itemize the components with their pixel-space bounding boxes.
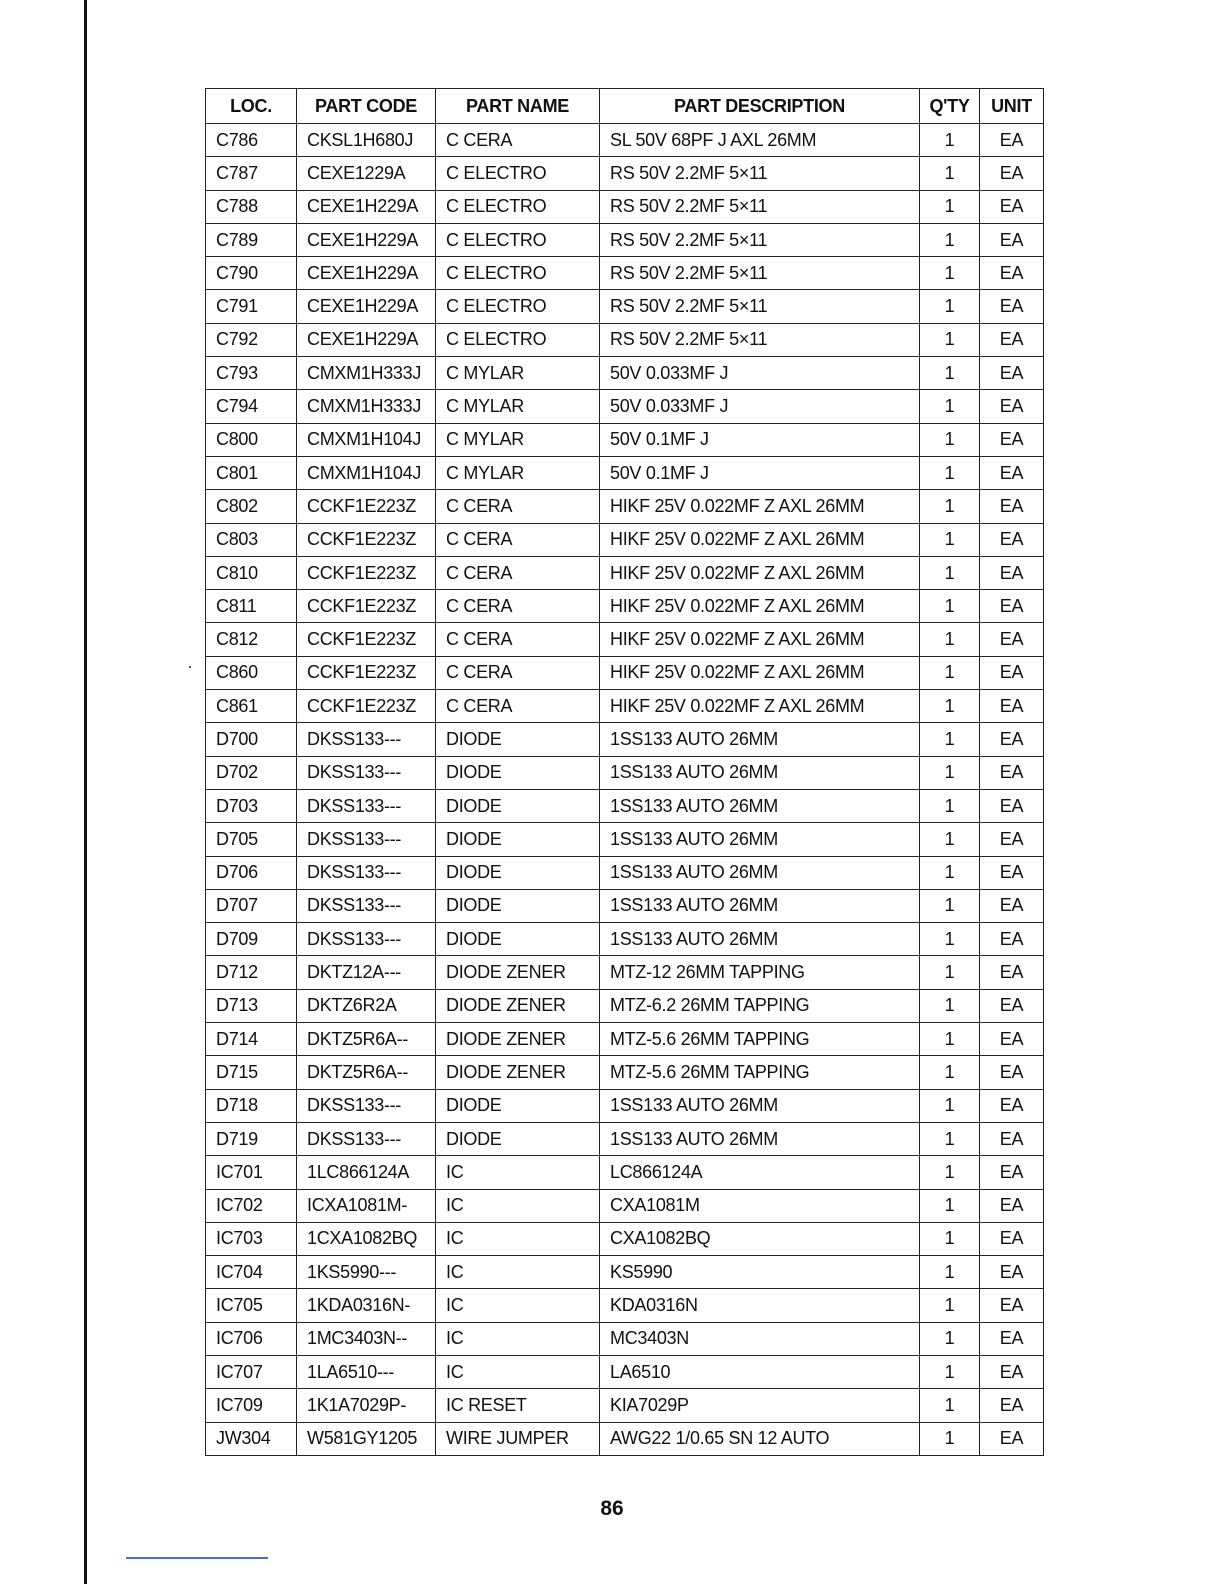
cell-qty: 1 (920, 1422, 980, 1455)
cell-part-name: C CERA (436, 690, 600, 723)
cell-unit: EA (980, 923, 1044, 956)
cell-part-name: C CERA (436, 590, 600, 623)
cell-part-name: C MYLAR (436, 423, 600, 456)
cell-part-description: RS 50V 2.2MF 5×11 (600, 323, 920, 356)
cell-part-code: DKSS133--- (297, 889, 436, 922)
cell-part-description: RS 50V 2.2MF 5×11 (600, 223, 920, 256)
table-row (206, 223, 1044, 256)
table-row (206, 590, 1044, 623)
cell-part-code: DKSS133--- (297, 856, 436, 889)
table-row (206, 856, 1044, 889)
cell-part-description: KS5990 (600, 1256, 920, 1289)
table-row (206, 623, 1044, 656)
cell-qty: 1 (920, 357, 980, 390)
cell-part-description: HIKF 25V 0.022MF Z AXL 26MM (600, 690, 920, 723)
scan-speck (189, 666, 191, 668)
cell-part-code: DKSS133--- (297, 823, 436, 856)
cell-qty: 1 (920, 989, 980, 1022)
cell-qty: 1 (920, 1222, 980, 1255)
cell-unit: EA (980, 756, 1044, 789)
cell-loc: D707 (206, 889, 297, 922)
cell-loc: D714 (206, 1023, 297, 1056)
cell-part-name: C ELECTRO (436, 290, 600, 323)
cell-part-description: 1SS133 AUTO 26MM (600, 823, 920, 856)
cell-part-name: C ELECTRO (436, 323, 600, 356)
cell-loc: IC709 (206, 1389, 297, 1422)
cell-loc: C860 (206, 656, 297, 689)
cell-part-name: DIODE (436, 889, 600, 922)
cell-part-name: C CERA (436, 523, 600, 556)
cell-part-code: CCKF1E223Z (297, 690, 436, 723)
cell-qty: 1 (920, 423, 980, 456)
cell-qty: 1 (920, 656, 980, 689)
cell-part-description: HIKF 25V 0.022MF Z AXL 26MM (600, 556, 920, 589)
cell-loc: D705 (206, 823, 297, 856)
header-part-description: PART DESCRIPTION (600, 89, 920, 124)
cell-qty: 1 (920, 1322, 980, 1355)
cell-loc: D719 (206, 1122, 297, 1155)
cell-unit: EA (980, 690, 1044, 723)
cell-part-code: DKSS133--- (297, 1122, 436, 1155)
cell-part-code: 1MC3403N-- (297, 1322, 436, 1355)
cell-unit: EA (980, 1256, 1044, 1289)
cell-unit: EA (980, 1222, 1044, 1255)
cell-qty: 1 (920, 1089, 980, 1122)
cell-part-description: CXA1082BQ (600, 1222, 920, 1255)
table-row (206, 723, 1044, 756)
cell-part-code: DKTZ6R2A (297, 989, 436, 1022)
cell-loc: C810 (206, 556, 297, 589)
cell-loc: IC703 (206, 1222, 297, 1255)
table-row (206, 690, 1044, 723)
table-row (206, 124, 1044, 157)
cell-unit: EA (980, 223, 1044, 256)
cell-part-code: CCKF1E223Z (297, 556, 436, 589)
cell-part-code: ICXA1081M- (297, 1189, 436, 1222)
cell-loc: D700 (206, 723, 297, 756)
cell-part-description: 1SS133 AUTO 26MM (600, 789, 920, 822)
cell-unit: EA (980, 1389, 1044, 1422)
table-row (206, 290, 1044, 323)
cell-qty: 1 (920, 789, 980, 822)
cell-unit: EA (980, 390, 1044, 423)
cell-part-description: KIA7029P (600, 1389, 920, 1422)
cell-part-name: DIODE (436, 756, 600, 789)
table-row (206, 1355, 1044, 1388)
cell-part-description: 1SS133 AUTO 26MM (600, 1089, 920, 1122)
cell-part-code: CMXM1H333J (297, 357, 436, 390)
cell-loc: D712 (206, 956, 297, 989)
cell-qty: 1 (920, 756, 980, 789)
cell-part-description: AWG22 1/0.65 SN 12 AUTO (600, 1422, 920, 1455)
table-row (206, 357, 1044, 390)
cell-loc: IC706 (206, 1322, 297, 1355)
cell-qty: 1 (920, 1023, 980, 1056)
cell-loc: IC704 (206, 1256, 297, 1289)
cell-qty: 1 (920, 490, 980, 523)
cell-part-name: C MYLAR (436, 456, 600, 489)
cell-unit: EA (980, 490, 1044, 523)
page-number: 86 (600, 1497, 624, 1520)
cell-loc: JW304 (206, 1422, 297, 1455)
table-row (206, 490, 1044, 523)
cell-part-code: DKTZ5R6A-- (297, 1056, 436, 1089)
cell-loc: C790 (206, 257, 297, 290)
cell-part-code: CMXM1H104J (297, 423, 436, 456)
cell-part-name: DIODE ZENER (436, 989, 600, 1022)
cell-qty: 1 (920, 1256, 980, 1289)
cell-part-code: CEXE1H229A (297, 290, 436, 323)
cell-part-name: C CERA (436, 656, 600, 689)
cell-part-description: LA6510 (600, 1355, 920, 1388)
cell-unit: EA (980, 456, 1044, 489)
table-row (206, 390, 1044, 423)
cell-part-code: CEXE1H229A (297, 257, 436, 290)
cell-unit: EA (980, 1056, 1044, 1089)
cell-unit: EA (980, 323, 1044, 356)
cell-qty: 1 (920, 1056, 980, 1089)
cell-loc: D702 (206, 756, 297, 789)
cell-part-code: 1KS5990--- (297, 1256, 436, 1289)
cell-qty: 1 (920, 257, 980, 290)
cell-part-description: 1SS133 AUTO 26MM (600, 923, 920, 956)
table-row (206, 257, 1044, 290)
cell-unit: EA (980, 989, 1044, 1022)
table-row (206, 1189, 1044, 1222)
cell-unit: EA (980, 357, 1044, 390)
cell-part-code: CCKF1E223Z (297, 490, 436, 523)
cell-loc: C793 (206, 357, 297, 390)
cell-unit: EA (980, 257, 1044, 290)
cell-part-code: DKTZ5R6A-- (297, 1023, 436, 1056)
cell-qty: 1 (920, 956, 980, 989)
cell-unit: EA (980, 823, 1044, 856)
cell-loc: C801 (206, 456, 297, 489)
cell-unit: EA (980, 1156, 1044, 1189)
cell-qty: 1 (920, 1355, 980, 1388)
cell-unit: EA (980, 1023, 1044, 1056)
cell-loc: IC707 (206, 1355, 297, 1388)
table-row (206, 1089, 1044, 1122)
table-row (206, 1056, 1044, 1089)
cell-part-name: C CERA (436, 124, 600, 157)
cell-qty: 1 (920, 190, 980, 223)
cell-part-name: IC (436, 1156, 600, 1189)
table-row (206, 1289, 1044, 1322)
cell-part-code: CCKF1E223Z (297, 523, 436, 556)
cell-part-name: C MYLAR (436, 390, 600, 423)
table-row (206, 1322, 1044, 1355)
cell-part-name: C CERA (436, 490, 600, 523)
table-row (206, 656, 1044, 689)
cell-qty: 1 (920, 323, 980, 356)
cell-part-name: C ELECTRO (436, 190, 600, 223)
cell-loc: IC705 (206, 1289, 297, 1322)
cell-qty: 1 (920, 1389, 980, 1422)
cell-unit: EA (980, 1289, 1044, 1322)
cell-unit: EA (980, 1322, 1044, 1355)
table-row (206, 556, 1044, 589)
cell-part-name: DIODE (436, 1089, 600, 1122)
table-row (206, 523, 1044, 556)
cell-part-description: 1SS133 AUTO 26MM (600, 723, 920, 756)
cell-qty: 1 (920, 124, 980, 157)
cell-qty: 1 (920, 923, 980, 956)
table-row (206, 756, 1044, 789)
cell-part-code: CEXE1H229A (297, 190, 436, 223)
cell-unit: EA (980, 590, 1044, 623)
cell-part-description: SL 50V 68PF J AXL 26MM (600, 124, 920, 157)
cell-loc: C792 (206, 323, 297, 356)
header-part-code: PART CODE (297, 89, 436, 124)
table-row (206, 1256, 1044, 1289)
cell-unit: EA (980, 789, 1044, 822)
cell-qty: 1 (920, 456, 980, 489)
cell-part-description: RS 50V 2.2MF 5×11 (600, 257, 920, 290)
cell-part-code: DKSS133--- (297, 923, 436, 956)
cell-unit: EA (980, 124, 1044, 157)
cell-part-description: 1SS133 AUTO 26MM (600, 889, 920, 922)
cell-part-description: MTZ-6.2 26MM TAPPING (600, 989, 920, 1022)
cell-part-description: 1SS133 AUTO 26MM (600, 1122, 920, 1155)
cell-loc: C803 (206, 523, 297, 556)
cell-qty: 1 (920, 1189, 980, 1222)
cell-loc: C787 (206, 157, 297, 190)
cell-unit: EA (980, 290, 1044, 323)
table-body (206, 124, 1044, 1456)
cell-part-description: HIKF 25V 0.022MF Z AXL 26MM (600, 623, 920, 656)
cell-qty: 1 (920, 856, 980, 889)
cell-part-description: RS 50V 2.2MF 5×11 (600, 190, 920, 223)
table-row (206, 157, 1044, 190)
cell-loc: C811 (206, 590, 297, 623)
cell-qty: 1 (920, 590, 980, 623)
cell-part-code: CEXE1H229A (297, 223, 436, 256)
cell-qty: 1 (920, 523, 980, 556)
cell-loc: C794 (206, 390, 297, 423)
cell-part-description: MC3403N (600, 1322, 920, 1355)
cell-part-description: CXA1081M (600, 1189, 920, 1222)
cell-loc: C789 (206, 223, 297, 256)
cell-unit: EA (980, 190, 1044, 223)
table-row (206, 423, 1044, 456)
cell-part-description: 50V 0.1MF J (600, 456, 920, 489)
table-row (206, 989, 1044, 1022)
cell-loc: C802 (206, 490, 297, 523)
cell-part-name: DIODE (436, 789, 600, 822)
table-row (206, 789, 1044, 822)
cell-qty: 1 (920, 623, 980, 656)
cell-part-description: HIKF 25V 0.022MF Z AXL 26MM (600, 523, 920, 556)
cell-unit: EA (980, 856, 1044, 889)
table-row (206, 456, 1044, 489)
cell-loc: D706 (206, 856, 297, 889)
cell-part-code: DKSS133--- (297, 756, 436, 789)
cell-part-name: DIODE (436, 723, 600, 756)
header-loc: LOC. (206, 89, 297, 124)
cell-qty: 1 (920, 1156, 980, 1189)
cell-qty: 1 (920, 223, 980, 256)
cell-part-name: C ELECTRO (436, 157, 600, 190)
cell-qty: 1 (920, 1122, 980, 1155)
cell-part-name: IC RESET (436, 1389, 600, 1422)
cell-unit: EA (980, 1355, 1044, 1388)
cell-loc: C786 (206, 124, 297, 157)
cell-unit: EA (980, 1122, 1044, 1155)
header-part-name: PART NAME (436, 89, 600, 124)
cell-part-name: C MYLAR (436, 357, 600, 390)
cell-unit: EA (980, 723, 1044, 756)
cell-part-name: DIODE (436, 823, 600, 856)
cell-qty: 1 (920, 823, 980, 856)
cell-loc: C861 (206, 690, 297, 723)
cell-part-name: DIODE (436, 856, 600, 889)
parts-list-table (205, 88, 1044, 1456)
cell-part-name: C ELECTRO (436, 223, 600, 256)
cell-loc: C788 (206, 190, 297, 223)
cell-part-description: 50V 0.033MF J (600, 357, 920, 390)
cell-part-name: WIRE JUMPER (436, 1422, 600, 1455)
cell-unit: EA (980, 656, 1044, 689)
cell-part-code: 1K1A7029P- (297, 1389, 436, 1422)
cell-part-description: 50V 0.033MF J (600, 390, 920, 423)
cell-loc: C812 (206, 623, 297, 656)
cell-part-description: HIKF 25V 0.022MF Z AXL 26MM (600, 656, 920, 689)
table-row (206, 1122, 1044, 1155)
cell-qty: 1 (920, 390, 980, 423)
table-row (206, 1422, 1044, 1455)
cell-part-description: 1SS133 AUTO 26MM (600, 856, 920, 889)
table-row (206, 823, 1044, 856)
cell-unit: EA (980, 623, 1044, 656)
cell-part-name: C ELECTRO (436, 257, 600, 290)
cell-part-description: MTZ-12 26MM TAPPING (600, 956, 920, 989)
footer-rule (126, 1557, 268, 1559)
cell-unit: EA (980, 1189, 1044, 1222)
header-unit: UNIT (980, 89, 1044, 124)
cell-part-name: DIODE (436, 1122, 600, 1155)
cell-part-name: IC (436, 1189, 600, 1222)
cell-part-code: DKTZ12A--- (297, 956, 436, 989)
cell-part-code: 1CXA1082BQ (297, 1222, 436, 1255)
cell-part-code: 1LC866124A (297, 1156, 436, 1189)
cell-part-name: IC (436, 1256, 600, 1289)
cell-loc: C791 (206, 290, 297, 323)
binding-edge-line (84, 0, 87, 1584)
cell-part-code: CMXM1H104J (297, 456, 436, 489)
cell-loc: C800 (206, 423, 297, 456)
cell-part-name: IC (436, 1289, 600, 1322)
cell-part-code: 1KDA0316N- (297, 1289, 436, 1322)
table-row (206, 190, 1044, 223)
cell-unit: EA (980, 157, 1044, 190)
cell-part-code: W581GY1205 (297, 1422, 436, 1455)
cell-part-description: MTZ-5.6 26MM TAPPING (600, 1023, 920, 1056)
cell-qty: 1 (920, 1289, 980, 1322)
table-row (206, 956, 1044, 989)
cell-qty: 1 (920, 723, 980, 756)
cell-part-name: DIODE ZENER (436, 1023, 600, 1056)
cell-part-name: DIODE (436, 923, 600, 956)
cell-unit: EA (980, 523, 1044, 556)
cell-loc: D713 (206, 989, 297, 1022)
cell-part-code: DKSS133--- (297, 723, 436, 756)
cell-unit: EA (980, 956, 1044, 989)
table-row (206, 1156, 1044, 1189)
cell-part-code: DKSS133--- (297, 1089, 436, 1122)
cell-part-code: DKSS133--- (297, 789, 436, 822)
cell-qty: 1 (920, 556, 980, 589)
cell-loc: IC702 (206, 1189, 297, 1222)
cell-loc: D718 (206, 1089, 297, 1122)
cell-unit: EA (980, 423, 1044, 456)
cell-part-name: DIODE ZENER (436, 1056, 600, 1089)
cell-part-description: HIKF 25V 0.022MF Z AXL 26MM (600, 590, 920, 623)
cell-part-name: IC (436, 1355, 600, 1388)
cell-part-description: MTZ-5.6 26MM TAPPING (600, 1056, 920, 1089)
cell-part-code: CKSL1H680J (297, 124, 436, 157)
cell-part-code: CEXE1H229A (297, 323, 436, 356)
table-row (206, 323, 1044, 356)
cell-loc: D715 (206, 1056, 297, 1089)
cell-part-name: DIODE ZENER (436, 956, 600, 989)
cell-part-name: IC (436, 1322, 600, 1355)
table-header-row (206, 89, 1044, 124)
cell-part-description: 50V 0.1MF J (600, 423, 920, 456)
cell-part-code: CCKF1E223Z (297, 656, 436, 689)
cell-loc: IC701 (206, 1156, 297, 1189)
cell-part-description: HIKF 25V 0.022MF Z AXL 26MM (600, 490, 920, 523)
cell-part-code: CEXE1229A (297, 157, 436, 190)
table-row (206, 889, 1044, 922)
cell-part-description: RS 50V 2.2MF 5×11 (600, 157, 920, 190)
cell-part-name: IC (436, 1222, 600, 1255)
cell-part-code: CCKF1E223Z (297, 623, 436, 656)
cell-part-description: LC866124A (600, 1156, 920, 1189)
cell-unit: EA (980, 1089, 1044, 1122)
header-qty: Q'TY (920, 89, 980, 124)
cell-part-code: CCKF1E223Z (297, 590, 436, 623)
cell-qty: 1 (920, 690, 980, 723)
cell-part-name: C CERA (436, 623, 600, 656)
table-row (206, 1023, 1044, 1056)
cell-part-description: 1SS133 AUTO 26MM (600, 756, 920, 789)
cell-qty: 1 (920, 157, 980, 190)
table-row (206, 923, 1044, 956)
cell-unit: EA (980, 889, 1044, 922)
cell-part-description: KDA0316N (600, 1289, 920, 1322)
cell-part-code: CMXM1H333J (297, 390, 436, 423)
cell-qty: 1 (920, 889, 980, 922)
cell-part-name: C CERA (436, 556, 600, 589)
cell-qty: 1 (920, 290, 980, 323)
cell-part-description: RS 50V 2.2MF 5×11 (600, 290, 920, 323)
cell-unit: EA (980, 1422, 1044, 1455)
cell-unit: EA (980, 556, 1044, 589)
table-row (206, 1389, 1044, 1422)
table-row (206, 1222, 1044, 1255)
cell-loc: D703 (206, 789, 297, 822)
cell-loc: D709 (206, 923, 297, 956)
cell-part-code: 1LA6510--- (297, 1355, 436, 1388)
